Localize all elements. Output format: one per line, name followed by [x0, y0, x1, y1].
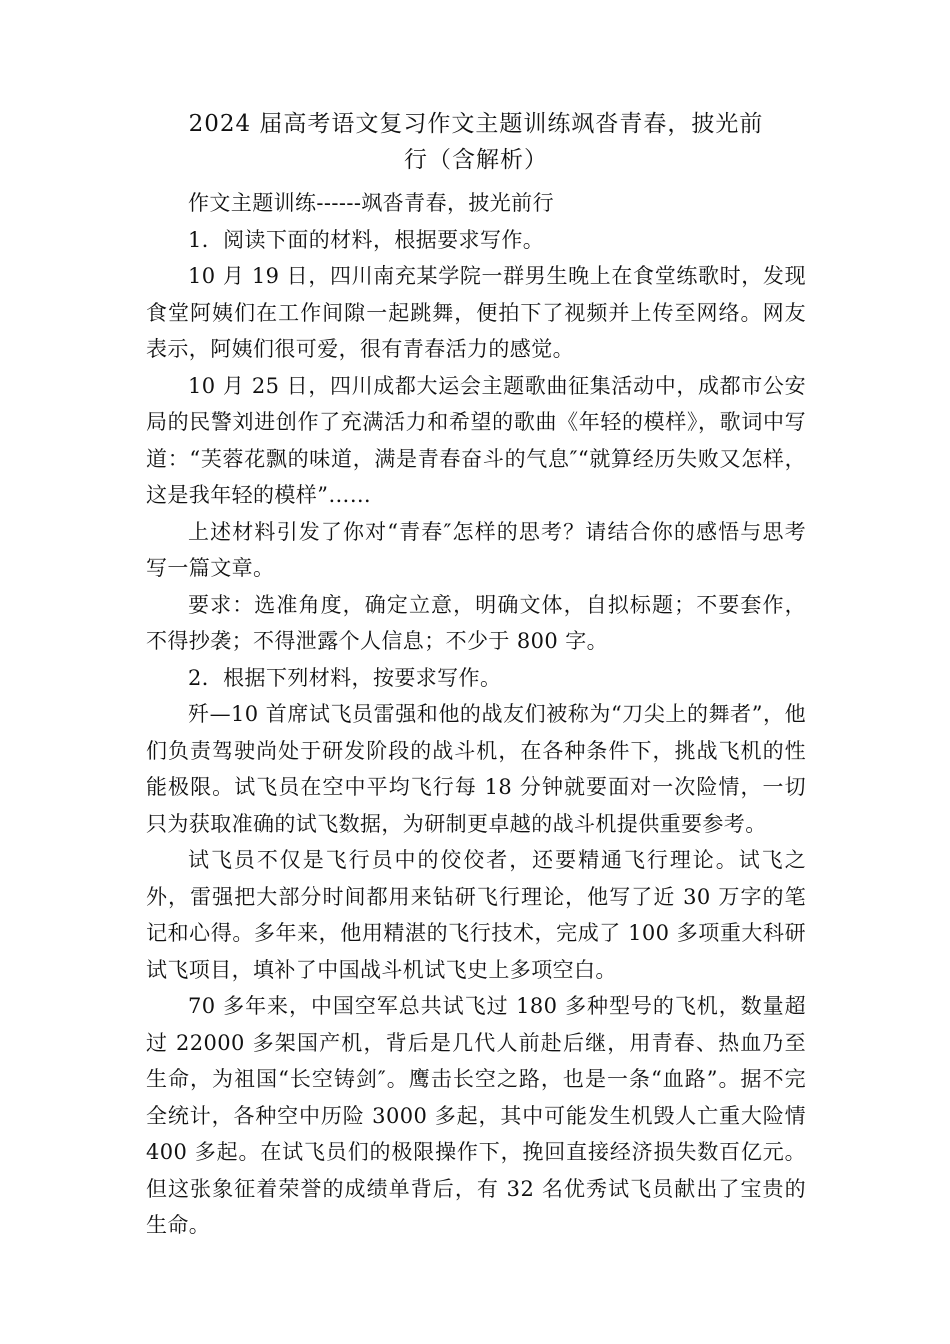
document-title-line-1: 2024 届高考语文复习作文主题训练飒沓青春，披光前: [188, 111, 764, 137]
material-paragraph: 试飞员不仅是飞行员中的佼佼者，还要精通飞行理论。试飞之外，雷强把大部分时间都用来钻研飞行理论，他写了近 30 万字的笔记和心得。多年来，他用精湛的飞行技术，完成了 100 多项重大科研试飞项目，填补了中国战斗机试飞史上多项空白。: [146, 848, 806, 982]
document-title-line-2: 行（含解析）: [404, 147, 548, 173]
question-1-prompt: 1．阅读下面的材料，根据要求写作。: [188, 227, 545, 252]
writing-requirements: 要求：选准角度，确定立意，明确文体，自拟标题；不要套作，不得抄袭；不得泄露个人信息；不少于 800 字。: [146, 592, 806, 653]
material-paragraph: 歼—10 首席试飞员雷强和他的战友们被称为“刀尖上的舞者”，他们负责驾驶尚处于研发阶段的战斗机，在各种条件下，挑战飞机的性能极限。试飞员在空中平均飞行每 18 分钟就要面对一次险情，一切只为获取准确的试飞数据，为研制更卓越的战斗机提供重要参考。: [146, 702, 806, 836]
question-2-prompt: 2．根据下列材料，按要求写作。: [188, 665, 502, 690]
document-title: [146, 106, 806, 178]
material-paragraph: 10 月 19 日，四川南充某学院一群男生晚上在食堂练歌时，发现食堂阿姨们在工作间隙一起跳舞，便拍下了视频并上传至网络。网友表示，阿姨们很可爱，很有青春活力的感觉。: [146, 264, 806, 361]
document-body: [146, 106, 806, 1244]
topic-subtitle: 作文主题训练------飒沓青春，披光前行: [188, 191, 554, 215]
material-paragraph: 70 多年来，中国空军总共试飞过 180 多种型号的飞机，数量超过 22000 多架国产机，背后是几代人前赴后继，用青春、热血乃至生命，为祖国“长空铸剑″。鹰击长空之路，也是一条“血路”。据不完全统计，各种空中历险 3000 多起，其中可能发生机毁人亡重大险情 400 多起。在试飞员们的极限操作下，挽回直接经济损失数百亿元。但这张象征着荣誉的成绩单背后，有 32 名优秀试飞员献出了宝贵的生命。: [146, 994, 806, 1237]
writing-task: 上述材料引发了你对“青春″怎样的思考？请结合你的感悟与思考写一篇文章。: [146, 519, 806, 580]
material-paragraph: 10 月 25 日，四川成都大运会主题歌曲征集活动中，成都市公安局的民警刘进创作了充满活力和希望的歌曲《年轻的模样》，歌词中写道：“芙蓉花飘的味道，满是青春奋斗的气息″“就算经历失败又怎样，这是我年轻的模样”……: [146, 373, 806, 507]
